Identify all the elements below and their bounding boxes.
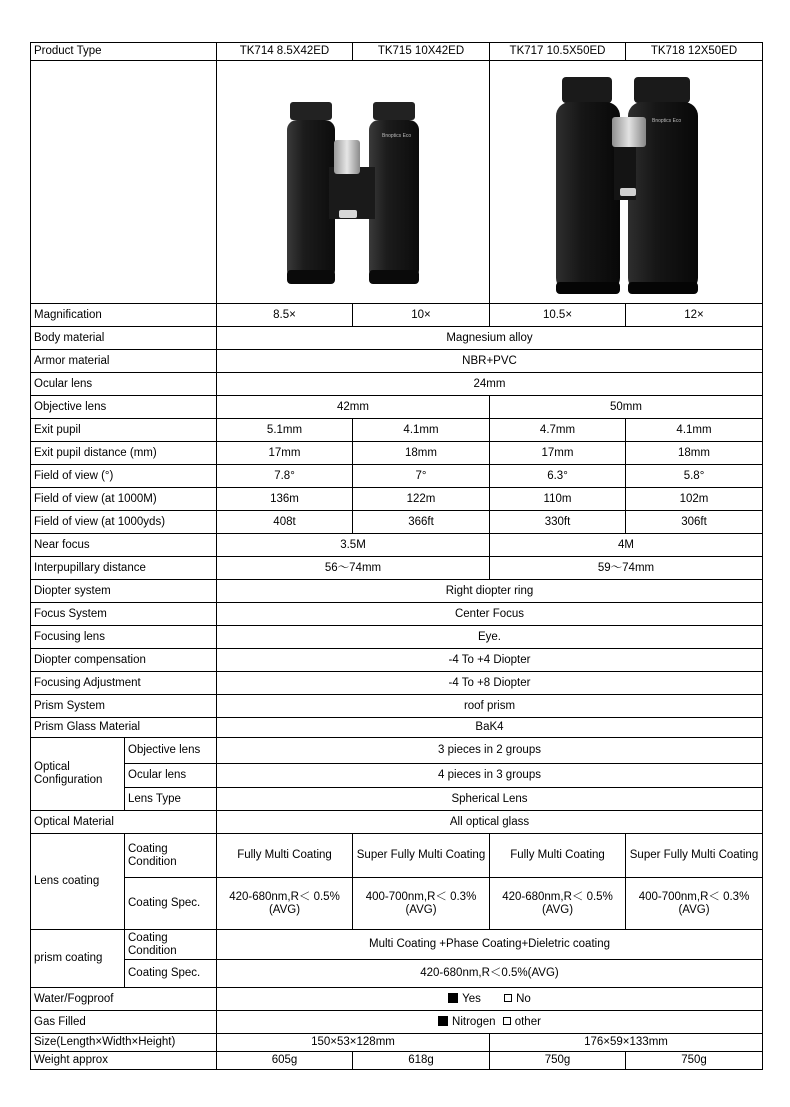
binocular-42-image-cell: [217, 61, 490, 304]
waterproof-yes-text: Yes: [462, 992, 481, 1005]
magnification-row: [31, 304, 763, 327]
right-objective-rim: [628, 282, 698, 294]
prism-coating-condition-value: Multi Coating +Phase Coating+Dieletric coating: [217, 930, 763, 960]
fov-deg-value: 7°: [353, 465, 490, 488]
model-tk717: TK717 10.5X50ED: [490, 43, 626, 61]
lens-coating-condition-value: Fully Multi Coating: [217, 834, 353, 878]
diopter-system-value: Right diopter ring: [217, 580, 763, 603]
focus-system-value: Center Focus: [217, 603, 763, 626]
prism-system-label: Prism System: [31, 695, 217, 718]
header-label: Product Type: [31, 43, 217, 61]
size-row: [31, 1034, 763, 1052]
focus-knob: [612, 117, 646, 147]
image-label-cell: [31, 61, 217, 304]
exit-pupil-value: 4.7mm: [490, 419, 626, 442]
binocular-50-image-cell: [490, 61, 763, 304]
exit-pupil-distance-row: [31, 442, 763, 465]
optical-config-objective-value: 3 pieces in 2 groups: [217, 738, 763, 764]
interpupillary-label: Interpupillary distance: [31, 557, 217, 580]
exit-pupil-distance-value: 17mm: [490, 442, 626, 465]
lens-coating-condition-value: Super Fully Multi Coating: [626, 834, 763, 878]
optical-config-objective-label: Objective lens: [125, 738, 217, 764]
size-value: 176×59×133mm: [490, 1034, 763, 1052]
focus-system-label: Focus System: [31, 603, 217, 626]
fov-1000m-value: 136m: [217, 488, 353, 511]
weight-label: Weight approx: [31, 1052, 217, 1070]
exit-pupil-distance-label: Exit pupil distance (mm): [31, 442, 217, 465]
near-focus-row: [31, 534, 763, 557]
objective-lens-label: Objective lens: [31, 396, 217, 419]
focus-knob: [334, 140, 360, 174]
focusing-adjustment-value: -4 To +8 Diopter: [217, 672, 763, 695]
prism-system-value: roof prism: [217, 695, 763, 718]
near-focus-label: Near focus: [31, 534, 217, 557]
fov-1000yds-value: 306ft: [626, 511, 763, 534]
interpupillary-value: 56～74mm: [217, 557, 490, 580]
ocular-lens-value: 24mm: [217, 373, 763, 396]
ocular-lens-row: [31, 373, 763, 396]
right-eyecup: [634, 77, 690, 103]
prism-coating-label: prism coating: [31, 930, 125, 988]
fov-1000yds-value: 330ft: [490, 511, 626, 534]
empty-square-icon: [504, 994, 512, 1002]
optical-config-ocular-label: Ocular lens: [125, 764, 217, 788]
interpupillary-row: [31, 557, 763, 580]
lens-coating-spec-value: 420-680nm,R＜ 0.5%(AVG): [217, 878, 353, 930]
lens-coating-label: Lens coating: [31, 834, 125, 930]
image-row: [31, 61, 763, 304]
fov-1000m-row: [31, 488, 763, 511]
model-tk714: TK714 8.5X42ED: [217, 43, 353, 61]
fov-deg-value: 7.8°: [217, 465, 353, 488]
prism-coating-condition-row: [31, 930, 763, 960]
lens-coating-spec-row: [31, 878, 763, 930]
size-label: Size(Length×Width×Height): [31, 1034, 217, 1052]
body-material-label: Body material: [31, 327, 217, 350]
optical-config-ocular-row: [31, 764, 763, 788]
fov-deg-label: Field of view (°): [31, 465, 217, 488]
focus-system-row: [31, 603, 763, 626]
left-eyecup: [290, 102, 332, 120]
exit-pupil-value: 4.1mm: [353, 419, 490, 442]
left-eyecup: [562, 77, 612, 103]
ocular-lens-label: Ocular lens: [31, 373, 217, 396]
fov-1000yds-value: 408t: [217, 511, 353, 534]
lens-coating-condition-value: Super Fully Multi Coating: [353, 834, 490, 878]
fov-1000m-value: 110m: [490, 488, 626, 511]
right-barrel: [369, 120, 419, 280]
waterproof-no-option: [504, 993, 531, 1006]
filled-square-icon: [438, 1016, 448, 1026]
exit-pupil-distance-value: 18mm: [353, 442, 490, 465]
focusing-lens-value: Eye.: [217, 626, 763, 649]
model-tk715: TK715 10X42ED: [353, 43, 490, 61]
left-barrel: [287, 120, 335, 280]
prism-coating-spec-value: 420-680nm,R＜0.5%(AVG): [217, 960, 763, 988]
prism-glass-label: Prism Glass Material: [31, 718, 217, 738]
lens-coating-spec-value: 400-700nm,R＜ 0.3%(AVG): [353, 878, 490, 930]
optical-config-lens-type-row: [31, 788, 763, 811]
exit-pupil-row: [31, 419, 763, 442]
filled-square-icon: [448, 993, 458, 1003]
hinge-cap: [620, 188, 636, 196]
armor-material-row: [31, 350, 763, 373]
diopter-system-row: [31, 580, 763, 603]
diopter-compensation-row: [31, 649, 763, 672]
optical-material-row: [31, 811, 763, 834]
waterproof-no-text: No: [516, 992, 531, 1005]
magnification-value: 10×: [353, 304, 490, 327]
waterproof-label: Water/Fogproof: [31, 988, 217, 1011]
spec-table: [30, 42, 763, 1070]
exit-pupil-label: Exit pupil: [31, 419, 217, 442]
magnification-value: 12×: [626, 304, 763, 327]
prism-coating-spec-label: Coating Spec.: [125, 960, 217, 988]
interpupillary-value: 59～74mm: [490, 557, 763, 580]
diopter-compensation-value: -4 To +4 Diopter: [217, 649, 763, 672]
header-row: [31, 43, 763, 61]
gas-other-text: other: [514, 1015, 541, 1028]
objective-lens-value: 42mm: [217, 396, 490, 419]
fov-1000yds-value: 366ft: [353, 511, 490, 534]
lens-coating-condition-label: Coating Condition: [125, 834, 217, 878]
diopter-system-label: Diopter system: [31, 580, 217, 603]
magnification-value: 10.5×: [490, 304, 626, 327]
armor-material-value: NBR+PVC: [217, 350, 763, 373]
optical-material-label: Optical Material: [31, 811, 217, 834]
optical-config-label: Optical Configuration: [31, 738, 125, 811]
fov-deg-row: [31, 465, 763, 488]
focusing-lens-row: [31, 626, 763, 649]
waterproof-yes-option: [448, 993, 481, 1006]
prism-coating-spec-row: [31, 960, 763, 988]
fov-1000yds-label: Field of view (at 1000yds): [31, 511, 217, 534]
binocular-42-image: [217, 62, 489, 302]
fov-1000m-value: 122m: [353, 488, 490, 511]
prism-system-row: [31, 695, 763, 718]
optical-material-value: All optical glass: [217, 811, 763, 834]
left-brand-print: Bnoptics Eco: [382, 133, 412, 139]
focusing-lens-label: Focusing lens: [31, 626, 217, 649]
optical-config-lens-type-value: Spherical Lens: [217, 788, 763, 811]
empty-square-icon: [503, 1017, 511, 1025]
weight-value: 750g: [490, 1052, 626, 1070]
exit-pupil-value: 4.1mm: [626, 419, 763, 442]
prism-glass-row: [31, 718, 763, 738]
gas-filled-options: [217, 1011, 763, 1034]
lens-coating-spec-value: 400-700nm,R＜ 0.3%(AVG): [626, 878, 763, 930]
prism-coating-condition-label: Coating Condition: [125, 930, 217, 960]
right-eyecup: [373, 102, 415, 120]
objective-lens-value: 50mm: [490, 396, 763, 419]
left-barrel: [556, 102, 620, 292]
fov-deg-value: 6.3°: [490, 465, 626, 488]
left-objective-rim: [287, 270, 335, 284]
binocular-50-image: [490, 62, 763, 302]
gas-nitrogen-text: Nitrogen: [452, 1015, 496, 1028]
near-focus-value: 3.5M: [217, 534, 490, 557]
waterproof-row: [31, 988, 763, 1011]
exit-pupil-distance-value: 17mm: [217, 442, 353, 465]
focusing-adjustment-row: [31, 672, 763, 695]
optical-config-lens-type-label: Lens Type: [125, 788, 217, 811]
lens-coating-spec-label: Coating Spec.: [125, 878, 217, 930]
exit-pupil-value: 5.1mm: [217, 419, 353, 442]
lens-coating-spec-value: 420-680nm,R＜ 0.5%(AVG): [490, 878, 626, 930]
optical-config-ocular-value: 4 pieces in 3 groups: [217, 764, 763, 788]
size-value: 150×53×128mm: [217, 1034, 490, 1052]
waterproof-options: [217, 988, 763, 1011]
model-tk718: TK718 12X50ED: [626, 43, 763, 61]
fov-1000yds-row: [31, 511, 763, 534]
magnification-label: Magnification: [31, 304, 217, 327]
exit-pupil-distance-value: 18mm: [626, 442, 763, 465]
fov-1000m-label: Field of view (at 1000M): [31, 488, 217, 511]
magnification-value: 8.5×: [217, 304, 353, 327]
diopter-compensation-label: Diopter compensation: [31, 649, 217, 672]
weight-value: 605g: [217, 1052, 353, 1070]
lens-coating-condition-value: Fully Multi Coating: [490, 834, 626, 878]
body-material-row: [31, 327, 763, 350]
body-material-value: Magnesium alloy: [217, 327, 763, 350]
fov-deg-value: 5.8°: [626, 465, 763, 488]
focusing-adjustment-label: Focusing Adjustment: [31, 672, 217, 695]
right-objective-rim: [369, 270, 419, 284]
optical-config-row: [31, 738, 763, 764]
left-objective-rim: [556, 282, 620, 294]
near-focus-value: 4M: [490, 534, 763, 557]
weight-row: [31, 1052, 763, 1070]
lens-coating-condition-row: [31, 834, 763, 878]
weight-value: 618g: [353, 1052, 490, 1070]
weight-value: 750g: [626, 1052, 763, 1070]
hinge-cap: [339, 210, 357, 218]
fov-1000m-value: 102m: [626, 488, 763, 511]
gas-filled-row: [31, 1011, 763, 1034]
armor-material-label: Armor material: [31, 350, 217, 373]
right-brand-print: Bnoptics Eco: [652, 118, 682, 124]
objective-lens-row: [31, 396, 763, 419]
prism-glass-value: BaK4: [217, 718, 763, 738]
gas-filled-label: Gas Filled: [31, 1011, 217, 1034]
